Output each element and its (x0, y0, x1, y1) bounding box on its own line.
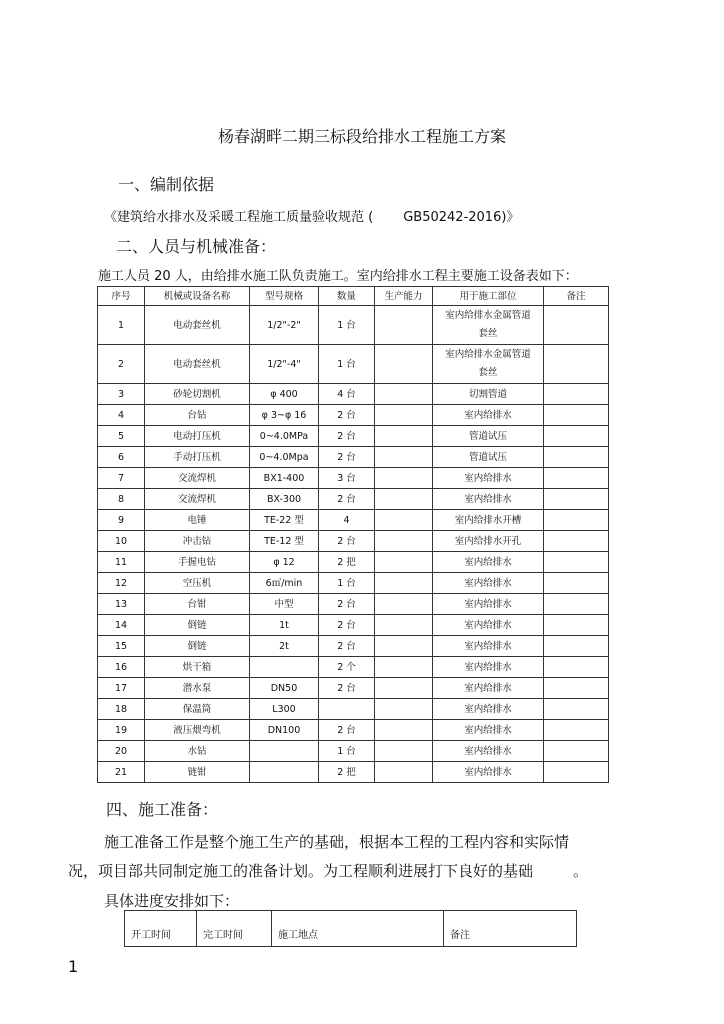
table-cell (375, 573, 433, 594)
table-cell: 1t (250, 615, 319, 636)
table-cell (544, 720, 609, 741)
schedule-header-cell: 施工地点 (272, 911, 444, 947)
table-cell: 9 (98, 510, 145, 531)
table-cell: 11 (98, 552, 145, 573)
table-cell: 冲击钻 (145, 531, 250, 552)
table-cell: TE-12 型 (250, 531, 319, 552)
table-cell: 3 (98, 384, 145, 405)
schedule-intro: 具体进度安排如下： (104, 892, 240, 910)
paragraph-line-2-end: 。 (573, 862, 589, 880)
table-cell: 1 台 (319, 573, 375, 594)
table-row (98, 468, 609, 489)
table-cell: 19 (98, 720, 145, 741)
table-cell: 手动打压机 (145, 447, 250, 468)
table-cell: 5 (98, 426, 145, 447)
table-cell: 烘干箱 (145, 657, 250, 678)
table-cell: 12 (98, 573, 145, 594)
page-number: 1 (68, 957, 79, 976)
equipment-table-header (98, 287, 609, 306)
table-row (98, 405, 609, 426)
table-cell (544, 615, 609, 636)
table-cell (250, 762, 319, 783)
table-cell (375, 405, 433, 426)
table-cell (544, 573, 609, 594)
table-cell: 7 (98, 468, 145, 489)
table-cell (544, 552, 609, 573)
table-cell (544, 699, 609, 720)
table-cell: 切割管道 (433, 384, 544, 405)
table-cell: 2 台 (319, 531, 375, 552)
table-cell (544, 405, 609, 426)
table-cell: 1 台 (319, 306, 375, 345)
table-cell: 2 台 (319, 489, 375, 510)
equipment-table (97, 286, 609, 783)
table-cell (544, 345, 609, 384)
schedule-header-cell: 开工时间 (125, 911, 197, 947)
table-cell: 2 台 (319, 720, 375, 741)
table-cell: 电锤 (145, 510, 250, 531)
table-cell: φ 3~φ 16 (250, 405, 319, 426)
table-cell: 室内给排水金属管道套丝 (433, 345, 544, 384)
table-cell: 13 (98, 594, 145, 615)
equipment-header-cell: 型号规格 (250, 287, 319, 306)
basis-text: 《建筑给水排水及采暖工程施工质量验收规范 ( (104, 210, 374, 225)
table-cell (375, 762, 433, 783)
table-row (98, 720, 609, 741)
table-cell: 17 (98, 678, 145, 699)
table-cell: 2 台 (319, 615, 375, 636)
table-cell: 手握电钻 (145, 552, 250, 573)
table-cell (544, 594, 609, 615)
table-cell: 2t (250, 636, 319, 657)
table-cell (544, 636, 609, 657)
table-cell: 室内给排水 (433, 594, 544, 615)
section-heading-basis: 一、编制依据 (118, 175, 215, 194)
table-cell: 室内给排水 (433, 405, 544, 426)
table-cell: 倒链 (145, 615, 250, 636)
table-cell: 14 (98, 615, 145, 636)
table-cell: 中型 (250, 594, 319, 615)
table-cell (375, 345, 433, 384)
equipment-table-body (98, 306, 609, 783)
table-cell (544, 384, 609, 405)
equipment-header-cell: 用于施工部位 (433, 287, 544, 306)
table-cell: 2 把 (319, 552, 375, 573)
document-title: 杨春湖畔二期三标段给排水工程施工方案 (217, 127, 506, 146)
equipment-header-cell: 序号 (98, 287, 145, 306)
table-cell: 电动套丝机 (145, 306, 250, 345)
table-row (98, 741, 609, 762)
section-heading-preparation: 四、施工准备： (106, 800, 219, 819)
table-row (98, 594, 609, 615)
table-cell: BX-300 (250, 489, 319, 510)
table-cell: L300 (250, 699, 319, 720)
table-cell: 2 台 (319, 405, 375, 426)
table-row (98, 657, 609, 678)
table-cell (375, 426, 433, 447)
table-cell (375, 306, 433, 345)
schedule-header-cell: 完工时间 (197, 911, 272, 947)
table-cell: 室内给排水 (433, 636, 544, 657)
schedule-header-cell: 备注 (444, 911, 577, 947)
table-cell (319, 699, 375, 720)
table-cell: 室内给排水 (433, 741, 544, 762)
table-cell (375, 636, 433, 657)
table-cell (375, 594, 433, 615)
table-row (98, 615, 609, 636)
table-cell: 室内给排水 (433, 720, 544, 741)
table-cell (544, 678, 609, 699)
table-cell (375, 510, 433, 531)
table-cell: 室内给排水开孔 (433, 531, 544, 552)
table-cell (375, 615, 433, 636)
basis-standard (104, 206, 519, 225)
table-cell: 0~4.0MPa (250, 426, 319, 447)
table-row (98, 552, 609, 573)
table-cell: 1/2"-4" (250, 345, 319, 384)
table-cell: 8 (98, 489, 145, 510)
table-cell: 2 台 (319, 594, 375, 615)
table-cell: 管道试压 (433, 447, 544, 468)
table-cell (544, 741, 609, 762)
table-cell: BX1-400 (250, 468, 319, 489)
table-cell: 20 (98, 741, 145, 762)
table-cell (375, 531, 433, 552)
table-cell: φ 400 (250, 384, 319, 405)
table-cell: 交流焊机 (145, 489, 250, 510)
equipment-header-cell: 生产能力 (375, 287, 433, 306)
table-cell: TE-22 型 (250, 510, 319, 531)
table-cell: 1 (98, 306, 145, 345)
table-row (98, 699, 609, 720)
table-cell (375, 489, 433, 510)
table-cell (544, 510, 609, 531)
table-cell: 15 (98, 636, 145, 657)
table-cell: 3 台 (319, 468, 375, 489)
table-cell (375, 720, 433, 741)
table-cell: φ 12 (250, 552, 319, 573)
table-cell (375, 657, 433, 678)
table-cell: 室内给排水 (433, 489, 544, 510)
table-cell: 保温筒 (145, 699, 250, 720)
table-cell: 4 (319, 510, 375, 531)
section-heading-personnel: 二、人员与机械准备： (116, 237, 277, 256)
table-cell (250, 741, 319, 762)
table-cell (544, 306, 609, 345)
table-cell: 2 台 (319, 678, 375, 699)
table-cell: 潜水泵 (145, 678, 250, 699)
table-row (98, 531, 609, 552)
table-cell: 2 台 (319, 447, 375, 468)
table-cell (544, 762, 609, 783)
table-cell: 室内给排水 (433, 678, 544, 699)
table-cell (375, 447, 433, 468)
table-cell (544, 531, 609, 552)
table-cell: 台钳 (145, 594, 250, 615)
table-row (98, 678, 609, 699)
table-cell: 6㎥/min (250, 573, 319, 594)
table-cell (375, 699, 433, 720)
table-cell (544, 468, 609, 489)
table-cell: DN100 (250, 720, 319, 741)
table-cell: 4 (98, 405, 145, 426)
table-cell: 2 (98, 345, 145, 384)
table-cell (544, 489, 609, 510)
table-row (98, 306, 609, 345)
table-row (98, 345, 609, 384)
table-cell: 6 (98, 447, 145, 468)
schedule-table-header (125, 911, 577, 947)
table-cell: 室内给排水 (433, 657, 544, 678)
table-cell: 室内给排水开槽 (433, 510, 544, 531)
table-cell: 4 台 (319, 384, 375, 405)
table-cell: 室内给排水 (433, 615, 544, 636)
table-cell: 2 个 (319, 657, 375, 678)
table-cell: 倒链 (145, 636, 250, 657)
table-cell: 18 (98, 699, 145, 720)
table-cell: 2 把 (319, 762, 375, 783)
table-cell: 2 台 (319, 426, 375, 447)
table-row (98, 447, 609, 468)
table-cell (375, 384, 433, 405)
table-cell: DN50 (250, 678, 319, 699)
table-cell: 1 台 (319, 741, 375, 762)
table-cell: 室内给排水金属管道套丝 (433, 306, 544, 345)
table-cell: 砂轮切割机 (145, 384, 250, 405)
table-cell (375, 552, 433, 573)
table-cell: 1 台 (319, 345, 375, 384)
basis-code: GB50242-2016)》 (403, 210, 520, 225)
personnel-intro: 施工人员 20 人，由给排水施工队负责施工。室内给排水工程主要施工设备表如下： (98, 269, 578, 284)
table-cell (544, 447, 609, 468)
table-row (98, 489, 609, 510)
table-row (98, 510, 609, 531)
paragraph-line-2 (68, 860, 588, 881)
table-row (98, 573, 609, 594)
table-cell (250, 657, 319, 678)
table-cell (544, 657, 609, 678)
table-cell: 21 (98, 762, 145, 783)
table-cell: 管道试压 (433, 426, 544, 447)
equipment-header-cell: 数量 (319, 287, 375, 306)
schedule-table (124, 910, 577, 947)
table-row (98, 636, 609, 657)
table-cell: 室内给排水 (433, 762, 544, 783)
equipment-header-cell: 机械或设备名称 (145, 287, 250, 306)
equipment-header-cell: 备注 (544, 287, 609, 306)
table-cell: 10 (98, 531, 145, 552)
table-cell: 台钻 (145, 405, 250, 426)
table-cell (544, 426, 609, 447)
table-cell: 链钳 (145, 762, 250, 783)
table-cell: 室内给排水 (433, 468, 544, 489)
table-row (98, 384, 609, 405)
table-cell: 液压煨弯机 (145, 720, 250, 741)
table-row (98, 426, 609, 447)
table-cell: 水钻 (145, 741, 250, 762)
table-cell: 交流焊机 (145, 468, 250, 489)
table-cell: 0~4.0Mpa (250, 447, 319, 468)
table-cell (375, 741, 433, 762)
table-cell: 16 (98, 657, 145, 678)
paragraph-line-2-text: 况，项目部共同制定施工的准备计划。为工程顺利进展打下良好的基础 (68, 862, 534, 880)
table-cell: 1/2"-2" (250, 306, 319, 345)
table-cell: 室内给排水 (433, 573, 544, 594)
table-row (98, 762, 609, 783)
table-cell: 室内给排水 (433, 699, 544, 720)
table-cell: 空压机 (145, 573, 250, 594)
table-cell: 室内给排水 (433, 552, 544, 573)
table-cell: 电动打压机 (145, 426, 250, 447)
table-cell: 电动套丝机 (145, 345, 250, 384)
table-cell: 2 台 (319, 636, 375, 657)
table-cell (375, 678, 433, 699)
table-cell (375, 468, 433, 489)
paragraph-line-1: 施工准备工作是整个施工生产的基础，根据本工程的工程内容和实际情 (104, 833, 570, 851)
